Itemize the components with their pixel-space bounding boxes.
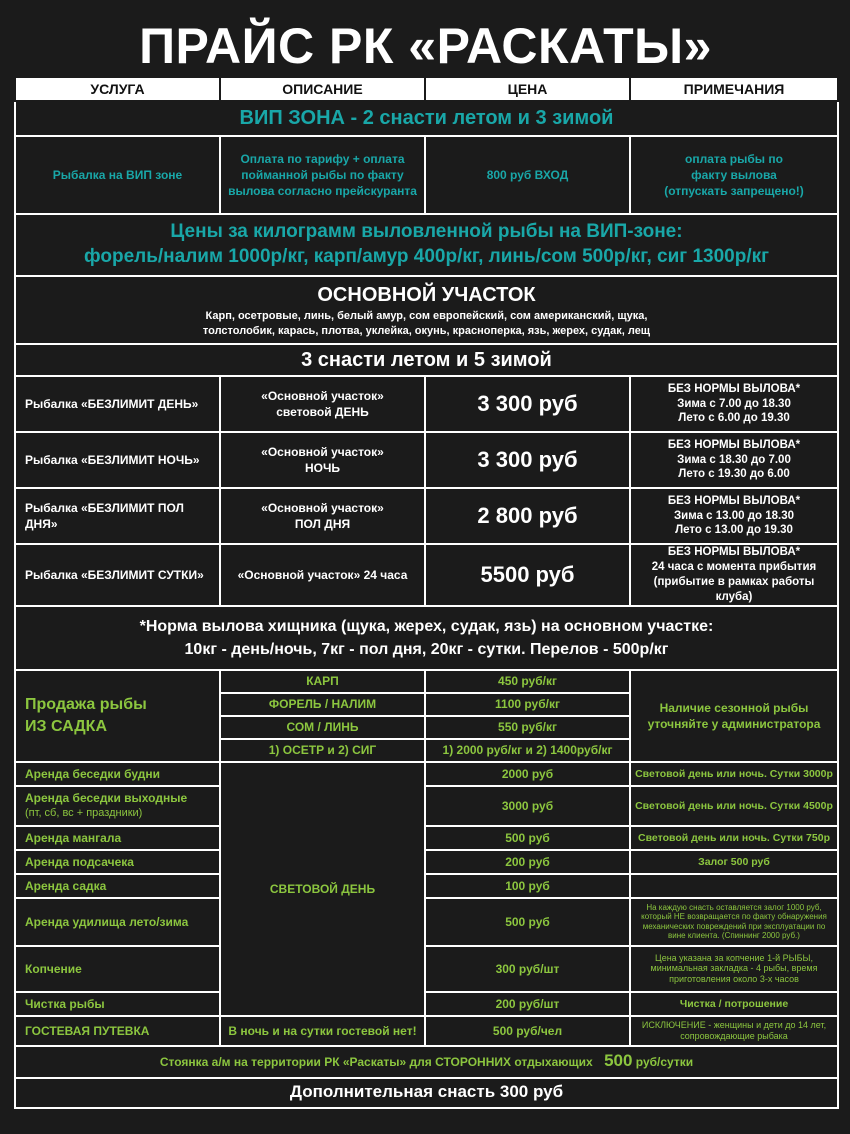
desc-line: «Основной участок» [261, 444, 384, 459]
main-note [630, 544, 838, 606]
rent-note: На каждую снасть оставляется залог 1000 руб, который НЕ возвращается по факту обнаружения механических повреждений при эксплуатации по вине клиента. (Спиннинг 2000 руб.) [630, 898, 838, 946]
parking-text: Стоянка а/м на территории РК «Раскаты» для СТОРОННИХ отдыхающих [159, 1055, 593, 1070]
vip-price: 800 руб ВХОД [425, 136, 630, 214]
norm-row [15, 606, 838, 670]
note-line: БЕЗ НОРМЫ ВЫЛОВА* [667, 382, 801, 395]
note-line: Зима с 13.00 до 18.30 [673, 509, 795, 522]
rent-price: 100 руб [425, 874, 630, 898]
price-list [14, 10, 837, 1109]
parking-row [15, 1046, 838, 1078]
main-service: Рыбалка «БЕЗЛИМИТ СУТКИ» [15, 544, 220, 606]
rent-price: 500 руб [425, 826, 630, 850]
header-description: ОПИСАНИЕ [220, 77, 425, 101]
main-row [15, 488, 838, 544]
sale-title [15, 670, 220, 762]
rent-note: Залог 500 руб [630, 850, 838, 874]
note-line: Лето с 19.30 до 6.00 [678, 468, 790, 481]
parking [15, 1046, 838, 1078]
norm-line: *Норма вылова хищника (щука, жерех, судак, язь) на основном участке: [139, 617, 714, 635]
note-line: Зима с 7.00 до 18.30 [677, 397, 791, 410]
main-service: Рыбалка «БЕЗЛИМИТ ДЕНЬ» [15, 376, 220, 432]
rent-row [15, 850, 838, 874]
guest-description: В ночь и на сутки гостевой нет! [220, 1016, 425, 1046]
rent-row [15, 874, 838, 898]
header-price: ЦЕНА [425, 77, 630, 101]
note-line: (прибытие в рамках работы клуба) [653, 575, 815, 603]
rent-service: Аренда подсачека [15, 850, 220, 874]
rent-service: Аренда удилища лето/зима [15, 898, 220, 946]
desc-line: «Основной участок» 24 часа [237, 567, 408, 582]
tackle-row [15, 344, 838, 376]
sale-note-line: Наличие сезонной рыбы [659, 700, 809, 715]
sale-fish: 1) ОСЕТР и 2) СИГ [220, 739, 425, 762]
note-line: 24 часа с момента прибытия [651, 560, 817, 573]
main-service: Рыбалка «БЕЗЛИМИТ ПОЛ ДНЯ» [15, 488, 220, 544]
vip-kg-prices-row [15, 214, 838, 276]
rent-service: Аренда мангала [15, 826, 220, 850]
header-notes: ПРИМЕЧАНИЯ [630, 77, 838, 101]
main-note [630, 488, 838, 544]
rent-service: Аренда беседки будни [15, 762, 220, 786]
vip-note [630, 136, 838, 214]
rent-price: 500 руб [425, 898, 630, 946]
rent-price: 2000 руб [425, 762, 630, 786]
vip-description [220, 136, 425, 214]
sale-title-line: Продажа рыбы [25, 696, 147, 714]
main-note [630, 376, 838, 432]
rent-service: Копчение [15, 946, 220, 992]
main-price: 5500 руб [425, 544, 630, 606]
main-fish-line: Карп, осетровые, линь, белый амур, сом европейский, сом американский, щука, [205, 309, 648, 322]
guest-note: ИСКЛЮЧЕНИЕ - женщины и дети до 14 лет, сопровождающие рыбака [630, 1016, 838, 1046]
rent-price: 200 руб/шт [425, 992, 630, 1016]
table-header [15, 77, 838, 101]
vip-kg-line: Цены за килограмм выловленной рыбы на ВИП-зоне: [170, 221, 683, 243]
rent-service-sub: (пт, сб, вс + праздники) [25, 807, 143, 820]
rent-price: 200 руб [425, 850, 630, 874]
main-section-title: ОСНОВНОЙ УЧАСТОК [317, 283, 536, 306]
rent-note: Цена указана за копчение 1-й РЫБЫ, минимальная закладка - 4 рыбы, время приготовления около 3-х часов [630, 946, 838, 992]
main-description [220, 432, 425, 488]
main-description [220, 544, 425, 606]
rent-service: Чистка рыбы [15, 992, 220, 1016]
main-note [630, 432, 838, 488]
vip-section-row [15, 101, 838, 136]
vip-kg-line: форель/налим 1000р/кг, карп/амур 400р/кг, линь/сом 500р/кг, сиг 1300р/кг [83, 246, 770, 267]
main-price: 3 300 руб [425, 376, 630, 432]
guest-row [15, 1016, 838, 1046]
price-table [14, 76, 839, 1109]
page-title: ПРАЙС РК «РАСКАТЫ» [139, 18, 712, 74]
sale-note-line: уточняйте у администратора [647, 716, 821, 731]
vip-desc-line: пойманной рыбы по факту [241, 167, 404, 182]
main-section [15, 276, 838, 344]
main-price: 3 300 руб [425, 432, 630, 488]
vip-note-line: оплата рыбы по [685, 151, 783, 166]
vip-note-line: факту вылова [691, 167, 777, 182]
vip-service: Рыбалка на ВИП зоне [15, 136, 220, 214]
sale-price: 550 руб/кг [425, 716, 630, 739]
sale-fish: СОМ / ЛИНЬ [220, 716, 425, 739]
vip-note-line: (отпускать запрещено!) [664, 184, 804, 199]
rent-service-line: Аренда беседки выходные [25, 791, 188, 806]
sale-row [15, 670, 838, 693]
sale-title-line: ИЗ САДКА [25, 717, 107, 735]
rent-row [15, 992, 838, 1016]
desc-line: «Основной участок» [261, 500, 384, 515]
rent-service [15, 786, 220, 826]
note-line: Лето с 6.00 до 19.30 [678, 412, 790, 425]
rent-service: Аренда садка [15, 874, 220, 898]
rent-note: Чистка / потрошение [630, 992, 838, 1016]
sale-price: 1100 руб/кг [425, 693, 630, 716]
sale-fish: КАРП [220, 670, 425, 693]
rent-row [15, 826, 838, 850]
main-description [220, 488, 425, 544]
main-row [15, 432, 838, 488]
sale-fish: ФОРЕЛЬ / НАЛИМ [220, 693, 425, 716]
rent-note [630, 874, 838, 898]
desc-line: НОЧЬ [304, 461, 341, 475]
extra-tackle: Дополнительная снасть 300 руб [15, 1078, 838, 1108]
note-line: БЕЗ НОРМЫ ВЫЛОВА* [667, 546, 801, 558]
rent-note: Световой день или ночь. Сутки 3000р [630, 762, 838, 786]
header-service: УСЛУГА [15, 77, 220, 101]
desc-line: ПОЛ ДНЯ [294, 517, 351, 531]
main-tackle: 3 снасти летом и 5 зимой [15, 344, 838, 376]
vip-kg-prices [15, 214, 838, 276]
note-line: БЕЗ НОРМЫ ВЫЛОВА* [667, 438, 801, 451]
main-row [15, 376, 838, 432]
extra-row [15, 1078, 838, 1108]
main-description [220, 376, 425, 432]
catch-norm [15, 606, 838, 670]
vip-desc-line: вылова согласно прейскуранта [228, 184, 417, 199]
main-price: 2 800 руб [425, 488, 630, 544]
vip-section-title: ВИП ЗОНА - 2 снасти летом и 3 зимой [15, 101, 838, 136]
note-line: Лето с 13.00 до 19.30 [675, 524, 793, 537]
sale-price: 450 руб/кг [425, 670, 630, 693]
rent-price: 3000 руб [425, 786, 630, 826]
norm-line: 10кг - день/ночь, 7кг - пол дня, 20кг - сутки. Перелов - 500р/кг [184, 640, 669, 658]
parking-price: 500 [604, 1051, 633, 1071]
desc-line: световой ДЕНЬ [276, 405, 369, 419]
guest-price: 500 руб/чел [425, 1016, 630, 1046]
rent-price: 300 руб/шт [425, 946, 630, 992]
rent-row [15, 786, 838, 826]
sale-note [630, 670, 838, 762]
main-fish-line: толстолобик, карась, плотва, уклейка, окунь, красноперка, язь, жерех, судак, лещ [202, 324, 651, 337]
vip-row [15, 136, 838, 214]
rent-row [15, 946, 838, 992]
vip-desc-line: Оплата по тарифу + оплата [240, 151, 405, 166]
sale-price: 1) 2000 руб/кг и 2) 1400руб/кг [425, 739, 630, 762]
rent-description: СВЕТОВОЙ ДЕНЬ [220, 762, 425, 1016]
rent-note: Световой день или ночь. Сутки 750р [630, 826, 838, 850]
note-line: БЕЗ НОРМЫ ВЫЛОВА* [667, 494, 801, 507]
guest-service: ГОСТЕВАЯ ПУТЕВКА [15, 1016, 220, 1046]
rent-note: Световой день или ночь. Сутки 4500р [630, 786, 838, 826]
rent-row [15, 898, 838, 946]
desc-line: «Основной участок» [261, 388, 384, 403]
note-line: Зима с 18.30 до 7.00 [677, 453, 791, 466]
parking-unit: руб/сутки [635, 1055, 694, 1070]
main-row [15, 544, 838, 606]
main-service: Рыбалка «БЕЗЛИМИТ НОЧЬ» [15, 432, 220, 488]
main-section-row [15, 276, 838, 344]
rent-row [15, 762, 838, 786]
